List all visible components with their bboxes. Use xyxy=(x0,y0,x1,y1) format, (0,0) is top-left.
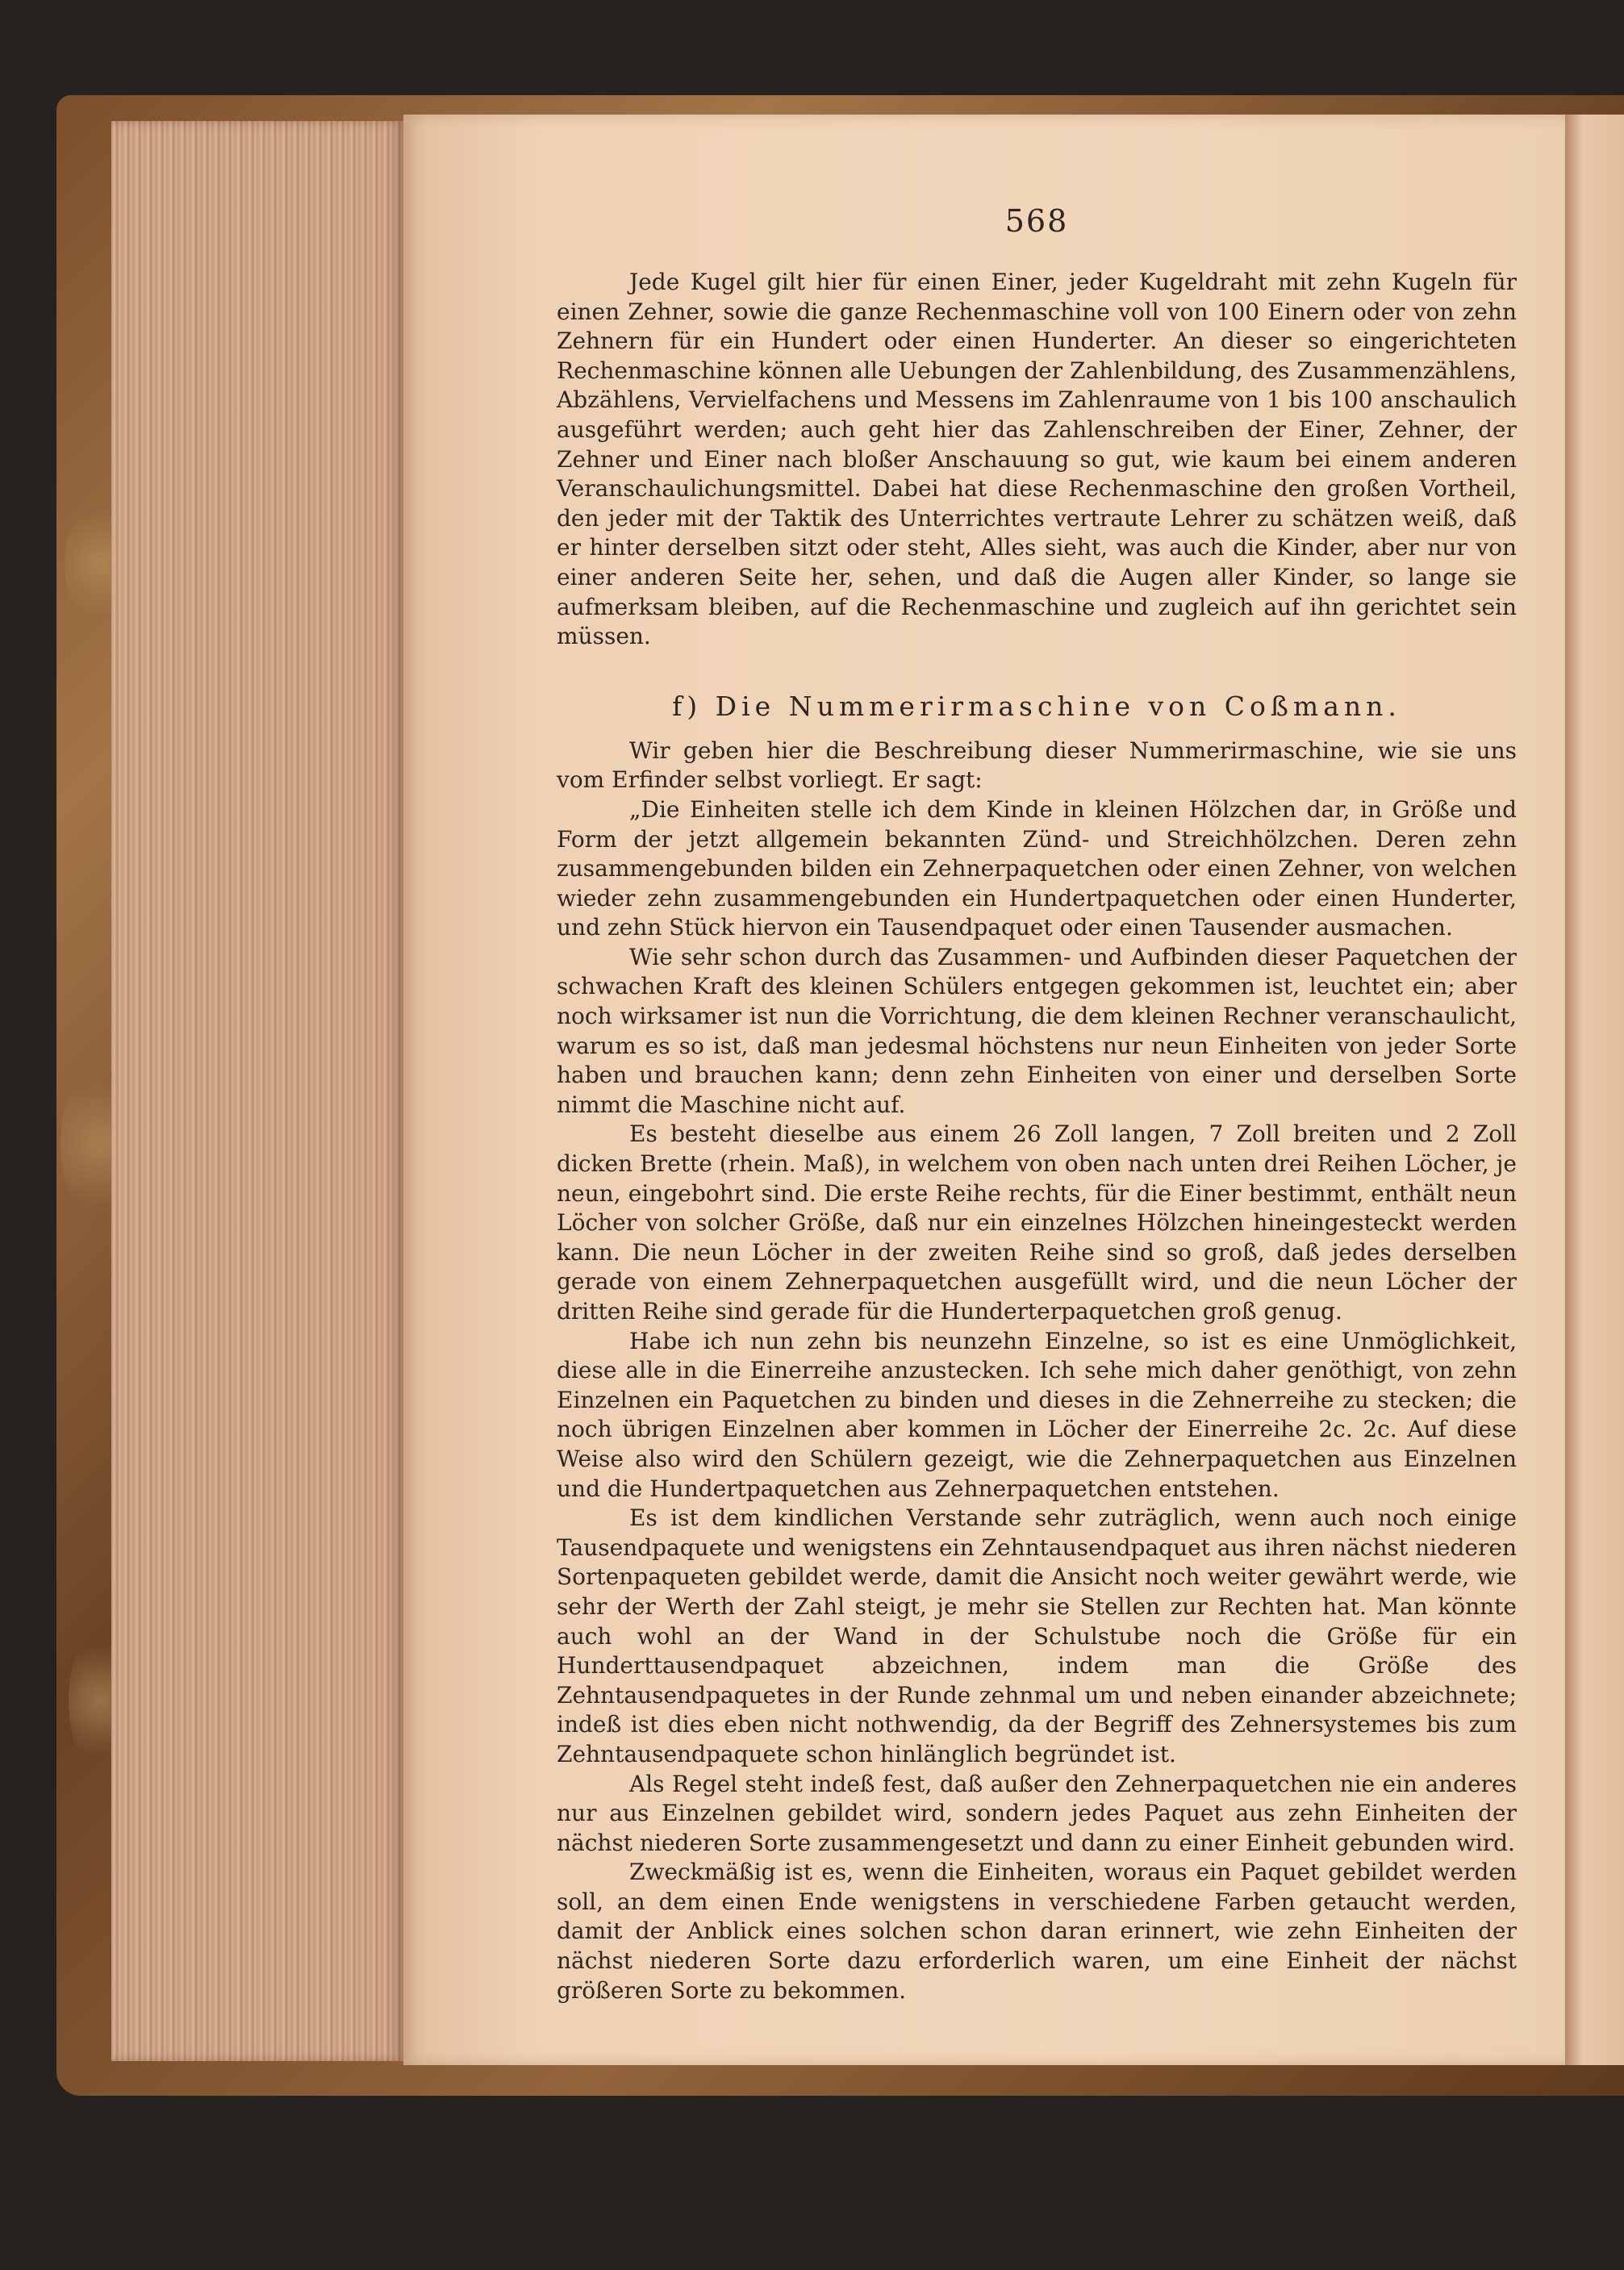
page-number: 568 xyxy=(1004,203,1069,239)
body-paragraph: Wie sehr schon durch das Zusammen- und Aufbinden dieser Paquetchen der schwachen Kraft des kleinen Schülers entgegen gekommen ist, leuchtet ein; aber noch wirksamer ist nun die Vorrichtung, die dem kleinen Rechner veranschaulicht, warum es so ist, daß man jedesmal höchstens nur neun Einheiten von jeder Sorte haben und brauchen kann; denn zehn Einheiten von einer und derselben Sorte nimmt die Maschine nicht auf. xyxy=(557,943,1517,1118)
body-paragraph: Als Regel steht indeß fest, daß außer den Zehnerpaquetchen nie ein anderes nur aus Einzelnen gebildet wird, sondern jedes Paquet aus zehn Einheiten der nächst niederen Sorte zusammengesetzt und dann zu einer Einheit gebunden wird. xyxy=(557,1770,1517,1856)
page-content xyxy=(557,203,1517,2005)
next-page-edge xyxy=(1565,115,1624,2065)
body-paragraph: Habe ich nun zehn bis neunzehn Einzelne, so ist es eine Unmöglichkeit, diese alle in die Einerreihe anzustecken. Ich sehe mich daher genöthigt, von zehn Einzelnen ein Paquetchen zu binden und dieses in die Zehnerreihe zu stecken; die noch übrigen Einzelnen aber kommen in Löcher der Einerreihe 2c. 2c. Auf diese Weise also wird den Schülern gezeigt, wie die Zehnerpaquetchen aus Einzelnen und die Hundertpaquetchen aus Zehnerpaquetchen entstehen. xyxy=(557,1327,1517,1502)
body-paragraph: „Die Einheiten stelle ich dem Kinde in kleinen Hölzchen dar, in Größe und Form der jetzt allgemein bekannten Zünd- und Streichhölzchen. Deren zehn zusammengebunden bilden ein Zehnerpaquetchen oder einen Zehner, von welchen wieder zehn zusammengebunden ein Hundertpaquetchen oder einen Hunderter, und zehn Stück hiervon ein Tausendpaquet oder einen Tausender ausmachen. xyxy=(557,795,1517,941)
section-heading: f) Die Nummerirmaschine von Coßmann. xyxy=(672,690,1401,722)
body-paragraph: Es besteht dieselbe aus einem 26 Zoll langen, 7 Zoll breiten und 2 Zoll dicken Brette (rhein. Maß), in welchem von oben nach unten drei Reihen Löcher, je neun, eingebohrt sind. Die erste Reihe rechts, für die Einer bestimmt, enthält neun Löcher von solcher Größe, daß nur ein einzelnes Hölzchen hineingesteckt werden kann. Die neun Löcher in der zweiten Reihe sind so groß, daß jedes derselben gerade von einem Zehnerpaquetchen ausgefüllt wird, und die neun Löcher der dritten Reihe sind gerade für die Hunderterpaquetchen groß genug. xyxy=(557,1120,1517,1325)
intro-paragraph: Jede Kugel gilt hier für einen Einer, jeder Kugeldraht mit zehn Kugeln für einen Zehner, sowie die ganze Rechenmaschine voll von 100 Einern oder von zehn Zehnern für ein Hundert oder einen Hunderter. An dieser so eingerichteten Rechenmaschine können alle Uebungen der Zahlenbildung, des Zusammenzählens, Abzählens, Vervielfachens und Messens im Zahlenraume von 1 bis 100 anschaulich ausgeführt werden; auch geht hier das Zahlenschreiben der Einer, Zehner, der Zehner und Einer nach bloßer Anschauung so gut, wie kaum bei einem anderen Veranschaulichungsmittel. Dabei hat diese Rechenmaschine den großen Vortheil, den jeder mit der Taktik des Unterrichtes vertraute Lehrer zu schätzen weiß, daß er hinter derselben sitzt oder steht, Alles sieht, was auch die Kinder, aber nur von einer anderen Seite her, sehen, und daß die Augen aller Kinder, so lange sie aufmerksam bleiben, auf die Rechenmaschine und zugleich auf ihn gerichtet sein müssen. xyxy=(557,269,1517,650)
page-edges xyxy=(111,121,403,2061)
body-paragraph: Zweckmäßig ist es, wenn die Einheiten, woraus ein Paquet gebildet werden soll, an dem einen Ende wenigstens in verschiedene Farben getaucht werden, damit der Anblick eines solchen schon daran erinnert, wie zehn Einheiten der nächst niederen Sorte dazu erforderlich waren, um eine Einheit der nächst größeren Sorte zu bekommen. xyxy=(557,1859,1517,2004)
body-paragraph: Es ist dem kindlichen Verstande sehr zuträglich, wenn auch noch einige Tausendpaquete und wenigstens ein Zehntausendpaquet aus ihren nächst niederen Sortenpaqueten gebildet werde, damit die Ansicht noch weiter gewährt werde, wie sehr der Werth der Zahl steigt, je mehr sie Stellen zur Rechten hat. Man könnte auch wohl an der Wand in der Schulstube noch die Größe für ein Hunderttausendpaquet abzeichnen, indem man die Größe des Zehntausendpaquetes in der Runde zehnmal um und neben einander abzeichnete; indeß ist dies eben nicht nothwendig, da der Begriff des Zehnersystemes bis zum Zehntausendpaquete schon hinlänglich begründet ist. xyxy=(557,1504,1517,1767)
body-paragraph: Wir geben hier die Beschreibung dieser Nummerirmaschine, wie sie uns vom Erfinder selbst vorliegt. Er sagt: xyxy=(557,736,1517,794)
